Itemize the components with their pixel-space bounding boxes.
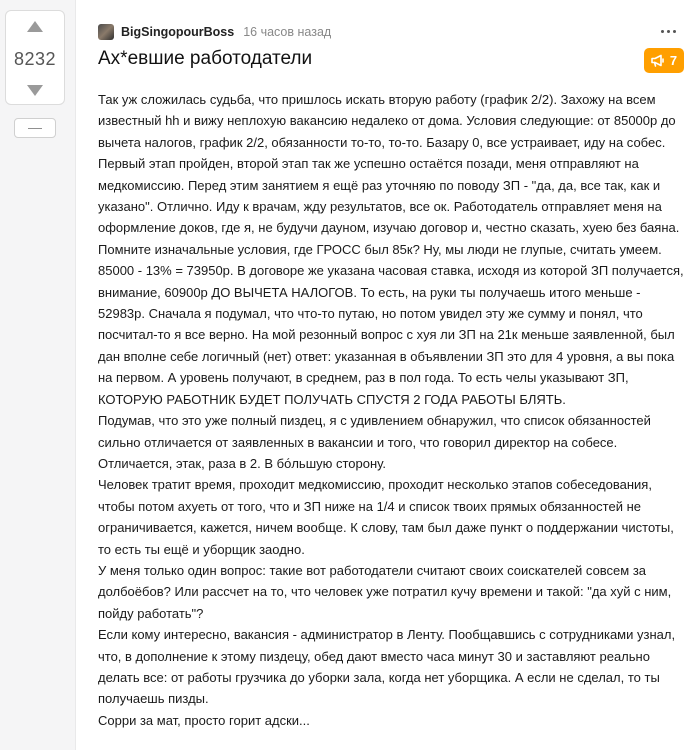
- author-name[interactable]: BigSingopourBoss: [121, 25, 235, 39]
- paragraph: Человек тратит время, проходит медкомиссию, проходит несколько этапов собеседования, чтобы потом ахуеть от того, что и ЗП ниже на 1/4 и список твоих прямых обязанностей не ограничивается, кажется, ничем вообще. К слову, там был даже пункт о поддержании чистоты, то есть ты ещё и уборщик заодно.: [98, 477, 674, 557]
- post-card: [76, 0, 691, 750]
- post-time: 16 часов назад: [243, 25, 332, 39]
- rating-score: 8232: [13, 49, 57, 69]
- comments-count: 7: [669, 53, 678, 68]
- post-meta: [98, 23, 331, 41]
- more-options-icon[interactable]: [661, 24, 677, 38]
- paragraph: Сорри за мат, просто горит адски...: [98, 712, 310, 728]
- paragraph: У меня только один вопрос: такие вот работодатели считают своих соискателей совсем за долбоёбов? Или рассчет на то, что человек уже потратил кучу времени и такой: "да хуй с ним, пойду работать"?: [98, 562, 672, 621]
- upvote-arrow-icon[interactable]: [27, 21, 43, 32]
- rating-box: [5, 10, 65, 105]
- paragraph: Так уж сложилась судьба, что пришлось искать вторую работу (график 2/2). Захожу на всем известный hh и вижу неплохую вакансию недалеко от дома. Условия следующие: от 85000р до вычета налогов, график 2/2, обязанности то-то, то-то. Базару 0, все устраивает, иду на собес. Первый этап пройден, второй этап так же успешно остаётся позади, меня отправляют на медкомиссию. Перед этим занятием я ещё раз уточняю по поводу ЗП - "да, да, все так, как и указано". Отлично. Иду к врачам, жду результатов, все ок. Работодатель отправляет меня на оформление доков, где я, не будучи дауном, изучаю договор и, честно сказать, хуею без баяна. Помните изначальные условия, где ГРОСС был 85к? Ну, мы люди не глупые, считать умеем. 85000 - 13% = 73950р. В договоре же указана часовая ставка, исходя из которой ЗП получается, внимание, 60900р ДО ВЫЧЕТА НАЛОГОВ. То есть, на руки ты получаешь итого меньше - 52983р. Сначала я подумал, что что-то путаю, но потом увидел эту же сумму и понял, что посчитал-то я все верно. На мой резонный вопрос с хуя ли ЗП на 21к меньше заявленной, был дан вполне себе логичный (нет) ответ: указанная в объявлении ЗП это для 4 уровня, а вы пока на первом. А уровень получают, в среднем, раз в пол года. То есть челы указывают ЗП, КОТОРУЮ РАБОТНИК БУДЕТ ПОЛУЧАТЬ СПУСТЯ 2 ГОДА РАБОТЫ БЛЯТЬ.: [98, 92, 684, 407]
- vote-column: [0, 0, 76, 750]
- megaphone-icon: [651, 54, 665, 67]
- post-content: [98, 89, 684, 731]
- paragraph: Если кому интересно, вакансия - администратор в Ленту. Пообщавшись с сотрудниками узнал, что, в дополнение к этому пиздецу, обед дают вместо часа минут 30 и заставляют реально делать все: от работы грузчика до уборки зала, когда нет уборщика. А если не сделал, то ты получаешь пизды.: [98, 627, 676, 707]
- avatar[interactable]: [98, 24, 114, 40]
- post-title[interactable]: Ах*евшие работодатели: [98, 48, 313, 69]
- paragraph: Подумав, что это уже полный пиздец, я с удивлением обнаружил, что список обязанностей сильно отличается от заявленных в вакансии и того, что говорил директор на собесе. Отличается, этак, раза в 2. В бо́льшую сторону.: [98, 413, 651, 471]
- downvote-arrow-icon[interactable]: [27, 85, 43, 96]
- comments-badge[interactable]: [644, 48, 684, 73]
- collapse-button[interactable]: —: [14, 118, 56, 138]
